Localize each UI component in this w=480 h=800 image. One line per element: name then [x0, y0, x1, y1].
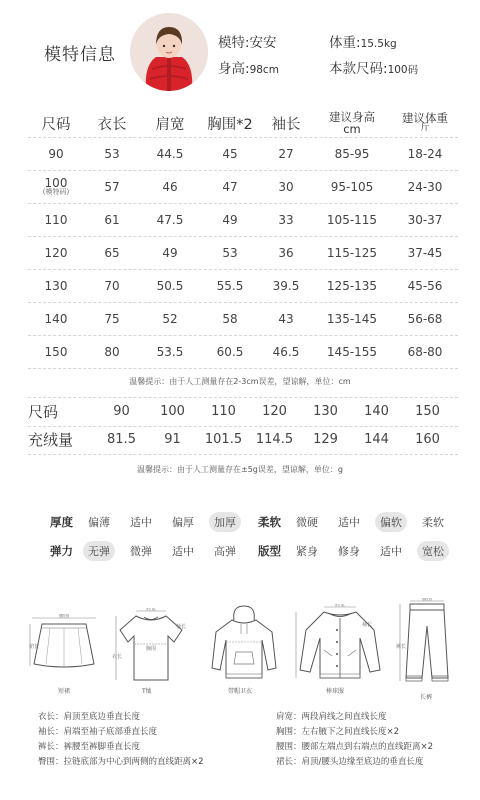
diagram-caption: 棒球服 [326, 688, 345, 695]
col-length: 衣长 [97, 116, 127, 133]
property-option-selected: 宽松 [417, 541, 449, 561]
svg-text:胸围: 胸围 [145, 646, 157, 652]
property-softness [258, 512, 459, 532]
height-cell: 105-115 [326, 212, 378, 227]
fill-amount-cell: 114.5 [255, 431, 294, 447]
tshirt-diagram [112, 608, 190, 692]
property-option-selected: 加厚 [209, 512, 241, 532]
property-option: 适中 [130, 516, 152, 529]
length-cell: 80 [104, 344, 120, 359]
svg-text:腰围: 腰围 [421, 598, 433, 602]
sleeve-cell: 27 [278, 146, 294, 161]
legend-item: 臀围：拉链底部为中心到两侧的直线距离×2 [38, 757, 204, 767]
legend-item: 腰围：腰部左端点到右端点的直线距离×2 [276, 742, 434, 752]
property-option: 适中 [380, 545, 402, 558]
fill-size-cell: 90 [113, 403, 130, 419]
fill-size-row [28, 396, 458, 426]
col-chest: 胸围*2 [207, 116, 253, 133]
size-cell: 90 [48, 146, 64, 161]
weight-cell: 37-45 [407, 245, 443, 260]
shoulder-cell: 52 [162, 311, 178, 326]
length-cell: 70 [104, 278, 120, 293]
model-avatar [130, 13, 208, 91]
sleeve-cell: 36 [278, 245, 294, 260]
weight-cell: 68-80 [407, 344, 443, 359]
property-label: 弹力 [50, 544, 73, 558]
sleeve-cell: 39.5 [272, 278, 300, 293]
skirt-diagram [28, 614, 100, 688]
property-label: 柔软 [258, 515, 281, 529]
fill-size-cell: 140 [364, 403, 389, 419]
fill-amount-cell: 101.5 [204, 431, 243, 447]
shoulder-cell: 44.5 [156, 146, 184, 161]
diagram-caption: 带帽卫衣 [228, 688, 253, 695]
property-option: 紧身 [296, 545, 318, 558]
sleeve-cell: 43 [278, 311, 294, 326]
col-shoulder: 肩宽 [155, 116, 185, 133]
svg-text:肩宽: 肩宽 [334, 604, 346, 608]
fill-amount-cell: 144 [364, 431, 389, 447]
chest-cell: 45 [222, 146, 238, 161]
fill-amount-cell: 91 [164, 431, 181, 447]
size-cell: 100 (模特码) [42, 175, 70, 197]
height-cell: 85-95 [334, 146, 370, 161]
divider [28, 454, 458, 455]
legend-item: 裤长：裤腰至裤脚垂直长度 [38, 742, 141, 752]
legend-item: 裙长：肩顶/腰头边缘至底边的垂直长度 [276, 757, 424, 767]
fill-tip: 温馨提示：由于人工测量存在±5g误差，望谅解，单位：g [137, 465, 343, 474]
fill-size-cell: 120 [262, 403, 287, 419]
legend-item: 肩宽：两段肩线之间直线长度 [276, 712, 387, 722]
property-option: 适中 [172, 545, 194, 558]
model-name: 模特:安安 [218, 35, 277, 51]
property-option-selected: 偏软 [375, 512, 407, 532]
col-weight: 建议体重 斤 [402, 111, 448, 134]
size-table-row [28, 170, 458, 203]
fill-amount-row [28, 424, 458, 454]
model-height: 身高:98cm [218, 61, 279, 77]
chest-cell: 55.5 [216, 278, 244, 293]
property-option: 微弹 [130, 545, 152, 558]
shoulder-cell: 47.5 [156, 212, 184, 227]
weight-cell: 24-30 [407, 179, 443, 194]
fill-amount-cell: 160 [415, 431, 440, 447]
svg-text:腰围: 腰围 [58, 614, 70, 619]
property-thickness [50, 512, 251, 532]
length-cell: 65 [104, 245, 120, 260]
property-label: 厚度 [50, 515, 73, 529]
model-size: 本款尺码:100码 [329, 61, 419, 77]
chest-cell: 53 [222, 245, 238, 260]
chest-cell: 49 [222, 212, 238, 227]
shoulder-cell: 50.5 [156, 278, 184, 293]
property-elasticity [50, 541, 251, 561]
fill-size-cell: 150 [415, 403, 440, 419]
size-table-row [28, 302, 458, 335]
property-option: 高弹 [214, 545, 236, 558]
col-sleeve: 袖长 [271, 116, 301, 133]
size-table-row [28, 203, 458, 236]
svg-text:袖长: 袖长 [176, 624, 187, 630]
section-title: 模特信息 [44, 45, 116, 65]
property-option: 偏厚 [172, 516, 194, 529]
legend-item: 衣长：肩顶至底边垂直长度 [38, 712, 141, 722]
fill-amount-cell: 81.5 [107, 431, 136, 447]
weight-cell: 18-24 [407, 146, 443, 161]
size-cell: 130 [44, 278, 68, 293]
baseball-jacket-diagram [294, 604, 386, 692]
svg-text:衣长: 衣长 [112, 654, 123, 660]
pants-diagram [396, 598, 458, 692]
diagram-caption: 短裙 [58, 688, 71, 695]
chest-cell: 60.5 [216, 344, 244, 359]
legend-item: 袖长：肩端至袖子底部垂直长度 [38, 727, 158, 737]
size-tip: 温馨提示：由于人工测量存在2-3cm误差，望谅解，单位：cm [129, 377, 351, 386]
fill-amount-label: 充绒量 [28, 430, 74, 449]
diagram-caption: 长裤 [420, 694, 433, 701]
svg-text:裙长: 裙长 [29, 644, 40, 650]
height-cell: 115-125 [326, 245, 378, 260]
property-option: 柔软 [422, 516, 444, 529]
property-option: 偏薄 [88, 516, 110, 529]
svg-text:裤长: 裤长 [396, 644, 407, 650]
height-cell: 145-155 [326, 344, 378, 359]
fill-size-label: 尺码 [28, 402, 59, 421]
shoulder-cell: 49 [162, 245, 178, 260]
sleeve-cell: 30 [278, 179, 294, 194]
legend-item: 胸围：左右腋下之间直线长度×2 [276, 727, 400, 737]
model-weight: 体重:15.5kg [329, 35, 397, 51]
fill-size-cell: 110 [211, 403, 236, 419]
col-size: 尺码 [41, 116, 71, 133]
length-cell: 53 [104, 146, 120, 161]
svg-text:袖长: 袖长 [362, 622, 373, 628]
property-option-selected: 无弹 [83, 541, 115, 561]
size-cell: 120 [44, 245, 68, 260]
chest-cell: 58 [222, 311, 238, 326]
weight-cell: 56-68 [407, 311, 443, 326]
chest-cell: 47 [222, 179, 238, 194]
size-table-row [28, 269, 458, 302]
length-cell: 57 [104, 179, 120, 194]
size-cell: 140 [44, 311, 68, 326]
divider [28, 368, 458, 369]
size-cell: 150 [44, 344, 68, 359]
height-cell: 125-135 [326, 278, 378, 293]
size-cell: 110 [44, 212, 68, 227]
property-option: 修身 [338, 545, 360, 558]
weight-cell: 45-56 [407, 278, 443, 293]
property-option: 微硬 [296, 516, 318, 529]
fill-size-cell: 130 [313, 403, 338, 419]
size-table-row [28, 137, 458, 170]
sleeve-cell: 46.5 [272, 344, 300, 359]
height-cell: 95-105 [330, 179, 374, 194]
svg-text:肩宽: 肩宽 [145, 608, 157, 612]
property-label: 版型 [258, 544, 281, 558]
weight-cell: 30-37 [407, 212, 443, 227]
length-cell: 75 [104, 311, 120, 326]
fill-amount-cell: 129 [313, 431, 338, 447]
shoulder-cell: 53.5 [156, 344, 184, 359]
length-cell: 61 [104, 212, 120, 227]
sleeve-cell: 33 [278, 212, 294, 227]
diagram-caption: T恤 [142, 688, 152, 695]
height-cell: 135-145 [326, 311, 378, 326]
property-fit [258, 541, 459, 561]
size-table-row [28, 236, 458, 269]
size-table-row [28, 335, 458, 368]
hoodie-diagram [206, 604, 282, 692]
col-height: 建议身高 cm [329, 109, 375, 136]
property-option: 适中 [338, 516, 360, 529]
shoulder-cell: 46 [162, 179, 178, 194]
fill-size-cell: 100 [160, 403, 185, 419]
